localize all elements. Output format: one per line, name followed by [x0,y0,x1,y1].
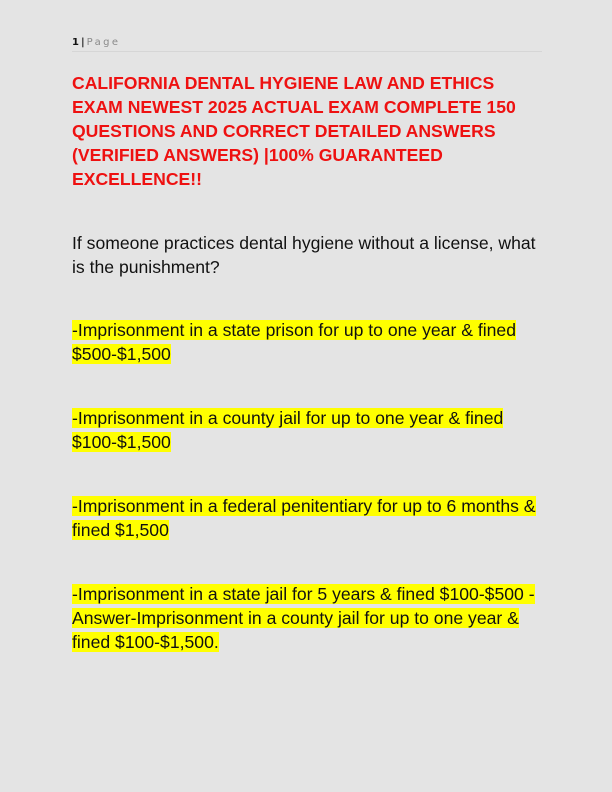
option-text: -Imprisonment in a state prison for up to one year & fined $500-$1,500 [72,320,516,364]
page-number: 1 [72,37,79,48]
answer-option-1 [72,318,547,366]
option-text: -Imprisonment in a county jail for up to one year & fined $100-$1,500 [72,408,504,452]
page-label: Page [86,37,121,48]
question-text: If someone practices dental hygiene without a license, what is the punishment? [72,233,536,277]
answer-option-4-with-answer [72,582,547,654]
answer-option-3 [72,494,547,542]
document-title: CALIFORNIA DENTAL HYGIENE LAW AND ETHICS EXAM NEWEST 2025 ACTUAL EXAM COMPLETE 150 QUESTIONS AND CORRECT DETAILED ANSWERS (VERIFIED ANSWERS) |100% GUARANTEED EXCELLENCE!! [72,73,516,189]
option-text: -Imprisonment in a federal penitentiary for up to 6 months & fined $1,500 [72,496,536,540]
option-text: -Imprisonment in a state jail for 5 years & fined $100-$500 - Answer-Imprisonment in a county jail for up to one year & fined $100-$1,500. [72,584,535,652]
page-separator: | [80,37,85,48]
answer-option-2 [72,406,547,454]
page-header [72,36,542,52]
